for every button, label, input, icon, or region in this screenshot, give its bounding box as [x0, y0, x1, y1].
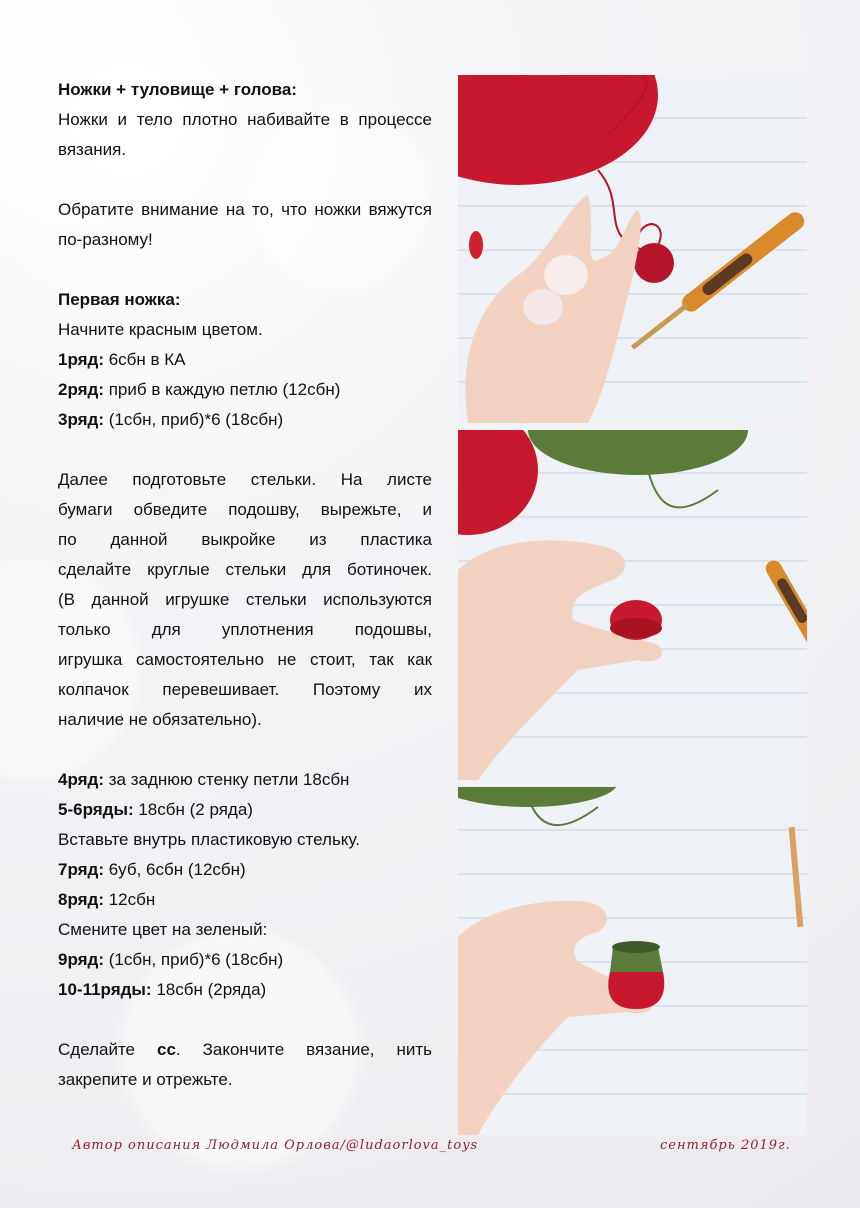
insert-insole-line: Вставьте внутрь пластиковую стельку.	[58, 830, 360, 849]
plastic-insole	[544, 255, 588, 295]
section-title: Ножки + туловище + голова:	[58, 80, 297, 99]
row-line: 9ряд: (1сбн, приб)*6 (18сбн)	[58, 950, 284, 969]
photo-insoles	[458, 75, 807, 423]
insole-paragraph: Далее подготовьте стельки. На листе бумаги обведите подошву, вырежьте, и по данной выкройке из пластика сделайте круглые стельки для ботиночек. (В данной игрушке стельки используются только для уплотнения подошвы, игрушка самостоятельно не стоит, так как колпачок перевешивает. Поэтому их наличие не обязательно).	[58, 470, 432, 729]
row-line: 10-11ряды: 18сбн (2ряда)	[58, 980, 267, 999]
start-color-line: Начните красным цветом.	[58, 320, 263, 339]
photo-red-sole	[458, 430, 807, 780]
first-leg-heading: Первая ножка:	[58, 290, 181, 309]
row-line: 4ряд: за заднюю стенку петли 18сбн	[58, 770, 350, 789]
footer-author: Автор описания Людмила Орлова/@ludaorlova_toys	[72, 1138, 479, 1153]
crochet-circle	[634, 243, 674, 283]
row-line: 8ряд: 12сбн	[58, 890, 156, 909]
boot-red-part	[608, 972, 664, 1009]
instruction-text	[58, 75, 432, 1095]
footer-date: сентябрь 2019г.	[660, 1138, 791, 1153]
row-line: 5-6ряды: 18сбн (2 ряда)	[58, 800, 253, 819]
photo-boot	[458, 787, 807, 1135]
notice-paragraph: Обратите внимание на то, что ножки вяжутся по-разному!	[58, 200, 432, 249]
row-line: 3ряд: (1сбн, приб)*6 (18сбн)	[58, 410, 284, 429]
color-change-line: Смените цвет на зеленый:	[58, 920, 268, 939]
row-line: 1ряд: 6сбн в КА	[58, 350, 186, 369]
intro-paragraph: Ножки и тело плотно набивайте в процессе вязания.	[58, 110, 432, 159]
plastic-insole	[523, 289, 563, 325]
row-line: 2ряд: приб в каждую петлю (12сбн)	[58, 380, 341, 399]
finish-paragraph: Сделайте сс. Закончите вязание, нить закрепите и отрежьте.	[58, 1040, 433, 1089]
row-line: 7ряд: 6уб, 6сбн (12сбн)	[58, 860, 246, 879]
